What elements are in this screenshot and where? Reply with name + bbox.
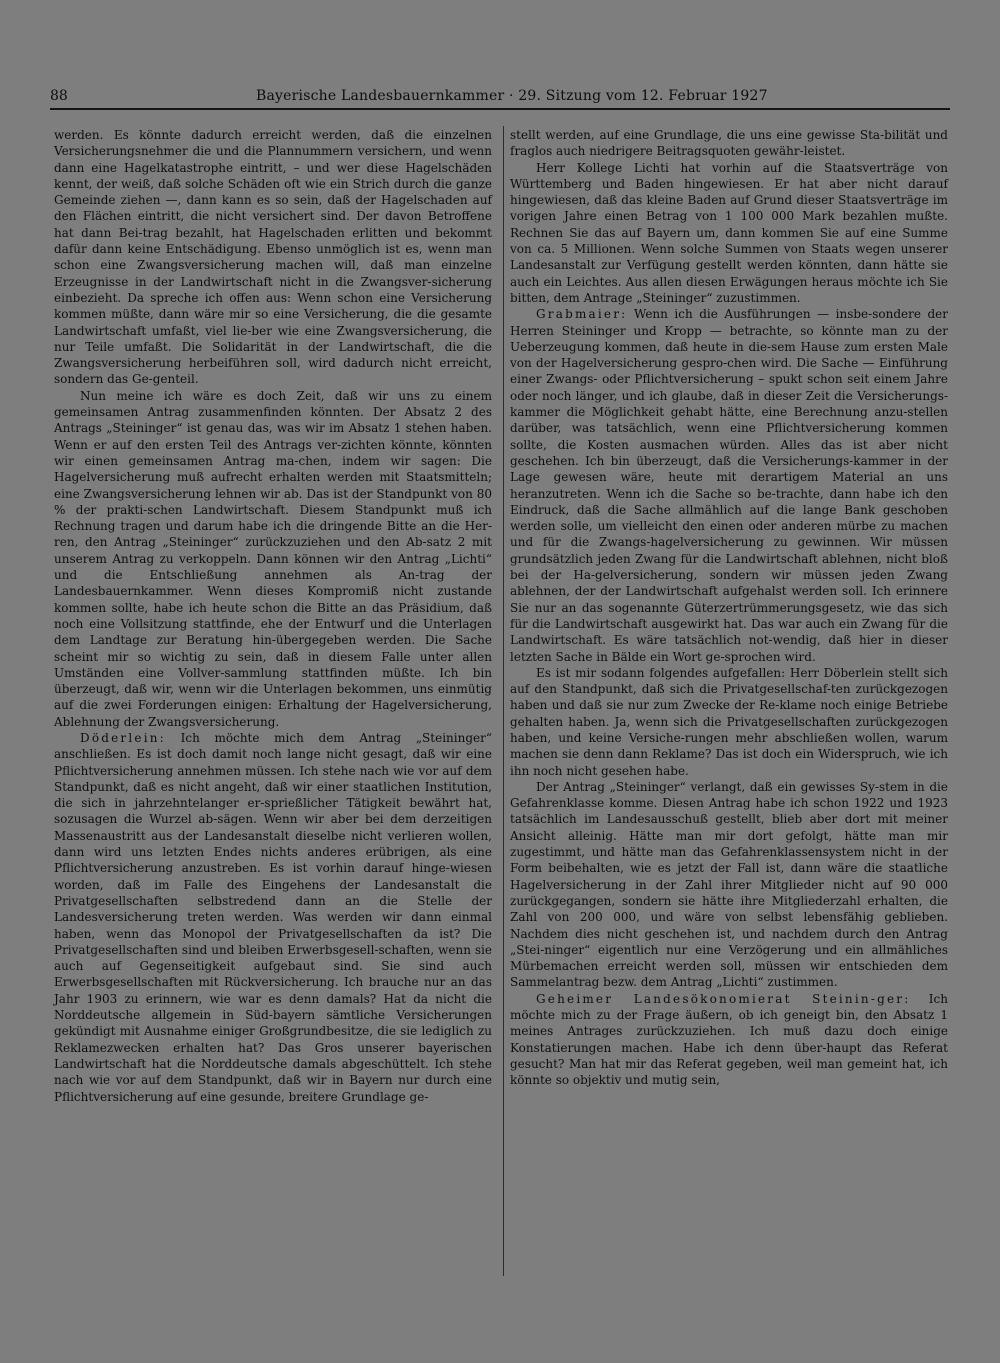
paragraph: Herr Kollege Lichti hat vorhin auf die Staatsverträge von Württemberg und Baden hingewiesen. Er hat aber nicht darauf hingewiesen, daß das kleine Baden auf Grund dieser Staatsverträge im vorigen Jahre einen Betrag von 1 100 000 Mark bezahlen mußte. Rechnen Sie das auf Bayern um, dann kommen Sie auf eine Summe von ca. 5 Millionen. Wenn solche Summen von Staats wegen unserer Landesanstalt zur Verfügung gestellt werden könnten, dann hätte sie auch ein Leichtes. Aus allen diesen Erwägungen heraus möchte ich Sie bitten, dem Antrage „Steininger“ zuzustimmen. [510, 160, 948, 305]
left-column [54, 127, 492, 1105]
right-column [510, 127, 948, 1089]
paragraph [510, 991, 948, 1089]
speaker-name: Döderlein: [80, 730, 166, 745]
paragraph: Es ist mir sodann folgendes aufgefallen: Herr Döberlein stellt sich auf den Standpunkt, daß sich die Privatgesellschaf-ten zurückgezogen haben und daß sie nur zum Zwecke der Re-klame noch einige Betriebe gehalten haben. Ja, wenn sich die Privatgesellschaften zurückgezogen haben, und keine Versiche-rungen mehr abschließen wollen, warum machen sie denn dann Reklame? Das ist doch ein Widerspruch, wie ich ihn noch nicht gesehen habe. [510, 665, 948, 778]
page-header [50, 86, 950, 106]
speaker-name: Geheimer Landesökonomierat Steinin-ger: [536, 991, 911, 1006]
page-number: 88 [50, 88, 68, 104]
speech-text: Wenn ich die Ausführungen — insbe-sondere der Herren Steininger und Kropp — betrachte, so könnte man zu der Ueberzeugung kommen, daß heute in die-sem Hause zum ersten Male von der Hagelversicherung gespro-chen wird. Die Sache — Einführung einer Zwangs- oder Pflichtversicherung – spukt schon seit einem Jahre oder noch länger, und ich glaube, daß in dieser Zeit die Versicherungs-kammer die Möglichkeit gehabt hätte, eine Berechnung anzu-stellen darüber, was tatsächlich, wenn eine Pflichtversicherung kommen sollte, die Kosten ausmachen würden. Alles das ist aber nicht geschehen. Ich bin überzeugt, daß die Versicherungs-kammer in der Lage gewesen wäre, heute mit derartigem Material an uns heranzutreten. Wenn ich die Sache so be-trachte, dann habe ich den Eindruck, daß die Sache allmählich auf die lange Bank geschoben werden solle, um vielleicht den einen oder anderen mürbe zu machen und für die Zwangs-hagelversicherung zu gewinnen. Wir müssen grundsätzlich jeden Zwang für die Landwirtschaft ablehnen, nicht bloß bei der Ha-gelversicherung, sondern wir müssen jeden Zwang ablehnen, der der Landwirtschaft aufgehalst werden soll. Ich erinnere Sie nur an das sogenannte Güterzertrümmerungsgesetz, wie das sich für die Landwirtschaft ausgewirkt hat. Das war auch ein Zwang für die Landwirtschaft. Es wäre tatsächlich not-wendig, daß hier in dieser letzten Sache in Bälde ein Wort ge-sprochen wird. [510, 307, 948, 664]
paragraph: Der Antrag „Steininger“ verlangt, daß ein gewisses Sy-stem in die Gefahrenklasse komme. Diesen Antrag habe ich schon 1922 und 1923 tatsächlich im Landesausschuß gestellt, blieb aber dort mit meiner Ansicht alleinig. Hätte man mir dort gefolgt, hätte man mir zugestimmt, und hätte man das Gefahrenklassensystem nicht in der Form beibehalten, wie es jetzt der Fall ist, dann wäre die staatliche Hagelversicherung in der Zahl ihrer Mitglieder nicht auf 90 000 zurückgegangen, sondern sie hätte ihre Mitgliederzahl erhalten, die Zahl von 200 000, und wäre von selbst lebensfähig geblieben. Nachdem dies nicht geschehen ist, und nachdem durch den Antrag „Stei-ninger“ eigentlich nur eine Verzögerung und ein allmähliches Mürbemachen erreicht werden soll, müssen wir entschieden dem Sammelantrag bezw. dem Antrag „Lichti“ zustimmen. [510, 779, 948, 990]
paragraph: werden. Es könnte dadurch erreicht werden, daß die einzelnen Versicherungsnehmer die und die Plannummern versichern, und wenn dann eine Hagelkatastrophe eintritt, – und wer diese Hagelschäden kennt, der weiß, daß solche Schäden oft wie ein Strich durch die ganze Gemeinde ziehen —, dann kann es so sein, daß der Hagelschaden auf den Flächen eintritt, die nicht versichert sind. Der davon Betroffene hat dann Bei-trag bezahlt, hat Hagelschaden erlitten und bekommt dafür dann keine Entschädigung. Ebenso unmöglich ist es, wenn man schon eine Zwangsversicherung machen will, daß man einzelne Erzeugnisse in der Landwirtschaft nicht in die Zwangsver-sicherung einbezieht. Da spreche ich offen aus: Wenn schon eine Versicherung kommen müßte, dann wäre mir so eine Versicherung, die die gesamte Landwirtschaft umfaßt, viel lie-ber wie eine Zwangsversicherung, die nur Teile umfaßt. Die Solidarität in der Landwirtschaft, die die Zwangsversicherung herbeiführen soll, wird dadurch nicht erreicht, sondern das Ge-genteil. [54, 128, 492, 387]
column-divider [503, 126, 504, 1276]
paragraph: Nun meine ich wäre es doch Zeit, daß wir uns zu einem gemeinsamen Antrag zusammenfinden könnten. Der Absatz 2 des Antrags „Steininger“ ist genau das, was wir im Absatz 1 stehen haben. Wenn er auf den ersten Teil des Antrags ver-zichten könnte, könnten wir einen gemeinsamen Antrag ma-chen, indem wir sagen: Die Hagelversicherung muß aufrecht erhalten werden mit Staatsmitteln; eine Zwangsversicherung lehnen wir ab. Das ist der Standpunkt von 80 % der prakti-schen Landwirtschaft. Diesem Standpunkt muß ich Rechnung tragen und darum habe ich die dringende Bitte an die Her-ren, den Antrag „Steininger“ zurückzuziehen und den Ab-satz 2 mit unserem Antrag zu verkoppeln. Dann können wir den Antrag „Lichti“ und die Entschließung annehmen als An-trag der Landesbauernkammer. Wenn dieses Kompromiß nicht zustande kommen sollte, habe ich heute schon die Bitte an das Präsidium, daß noch eine Vollsitzung stattfinde, ehe der Entwurf und die Unterlagen dem Landtage zur Beratung hin-übergegeben werden. Die Sache scheint mir so wichtig zu sein, daß in diesem Falle unter allen Umständen eine Vollver-sammlung stattfinden müßte. Ich bin überzeugt, daß wir, wenn wir die Unterlagen bekommen, uns einmütig auf die zwei Forderungen einigen: Erhaltung der Hagelversicherung, Ablehnung der Zwangsversicherung. [54, 388, 492, 729]
running-title: Bayerische Landesbauernkammer · 29. Sitzung vom 12. Februar 1927 [256, 88, 768, 104]
speech-text: Ich möchte mich dem Antrag „Steininger“ anschließen. Es ist doch damit noch lange nicht gesagt, daß wir eine Pflichtversicherung annehmen müssen. Ich stehe nach wie vor auf dem Standpunkt, daß es nicht angeht, daß wir einer staatlichen Institution, die sich in jahrzehntelanger er-sprießlicher Tätigkeit bewährt hat, sozusagen die Wurzel ab-sägen. Wenn wir aber bei dem derzeitigen Massenaustritt aus der Landesanstalt dieselbe nicht verlieren wollen, dann wird uns letzten Endes nichts anderes erübrigen, als eine Pflichtversicherung anzustreben. Es ist vorhin darauf hinge-wiesen worden, daß im Falle des Eingehens der Landesanstalt die Privatgesellschaften selbstredend dann an die Stelle der Landesversicherung treten werden. Was werden wir dann einmal haben, wenn das Monopol der Privatgesellschaften da ist? Die Privatgesellschaften sind und bleiben Erwerbsgesell-schaften, wenn sie auch auf Gegenseitigkeit aufgebaut sind. Sie sind auch Erwerbsgesellschaften mit Rückversicherung. Ich brauche nur an das Jahr 1903 zu erinnern, wie war es denn damals? Hat da nicht die Norddeutsche allgemein in Süd-bayern sämtliche Versicherungen gekündigt mit Ausnahme einiger Großgrundbesitze, die sie lediglich zu Reklamezwecken erhalten hat? Das Gros unserer bayerischen Landwirtschaft hat die Norddeutsche damals abgeschüttelt. Ich stehe nach wie vor auf dem Standpunkt, daß wir in Bayern nur durch eine Pflichtversicherung auf eine gesunde, breitere Grundlage ge- [54, 730, 492, 1104]
header-rule [50, 108, 950, 110]
speaker-name: Grabmaier: [536, 307, 628, 322]
paragraph [54, 730, 492, 1105]
paragraph [510, 306, 948, 665]
paragraph: stellt werden, auf eine Grundlage, die uns eine gewisse Sta-bilität und fraglos auch niedrigere Beitragsquoten gewähr-leistet. [510, 128, 948, 159]
speech-text: Ich möchte mich zu der Frage äußern, ob ich geneigt bin, den Absatz 1 meines Antrages zurückzuziehen. Ich muß dazu doch einige Konstatierungen machen. Habe ich denn über-haupt das Referat gesucht? Man hat mir das Referat gegeben, weil man gemeint hat, ich könnte so objektiv und mutig sein, [510, 991, 948, 1088]
